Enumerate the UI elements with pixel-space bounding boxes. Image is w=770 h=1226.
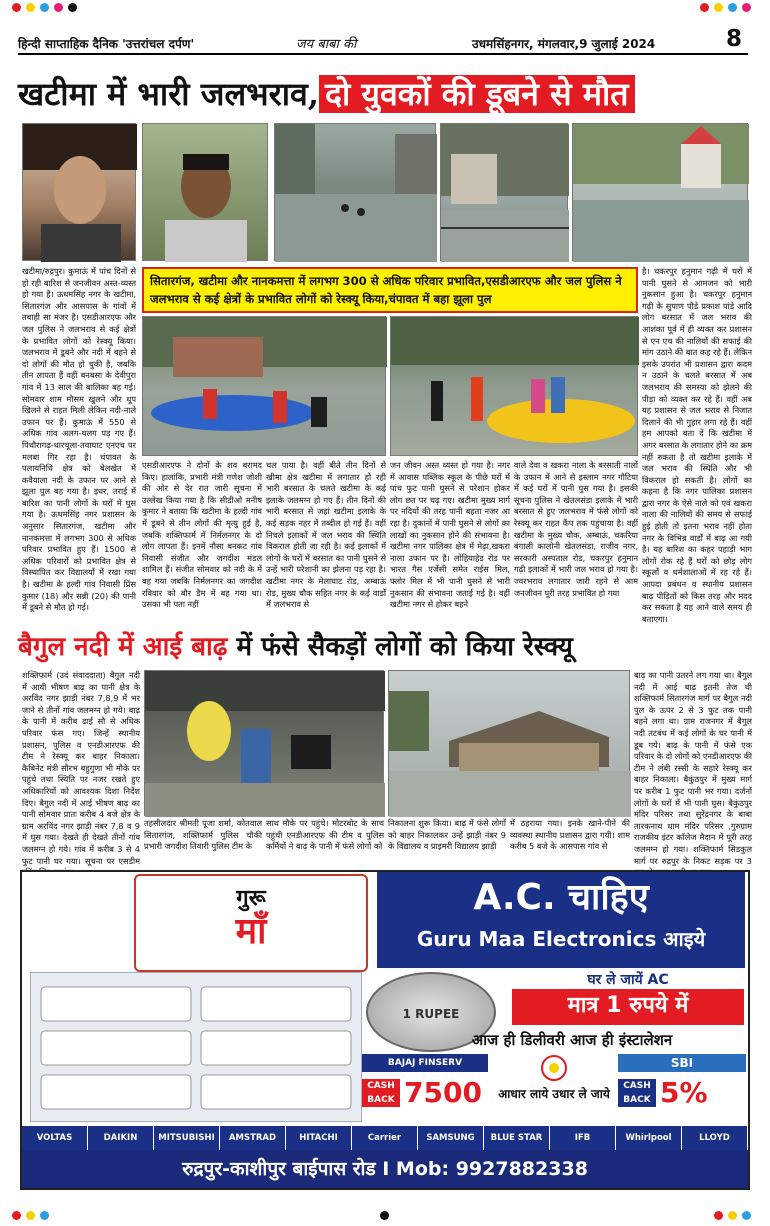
logo-guru: गुरू	[236, 886, 266, 911]
headline-1-part1: खटीमा में भारी जलभराव,	[18, 75, 319, 113]
story2-col6: बाढ़ का पानी उतरने लग गया था। बैगुल नदी में आई बाढ़ इतनी तेज थी शक्तिफार्म सितारगंज मार्ग पर बैगुल नदी पुल के ऊपर 2 से 3 फुट तक पानी बहने लगा था। ग्राम राजनगर में बैगुल नदी तटबंध में कई लोगों के घर पानी में डूब गये। बाढ़ के पानी में फंसे एक परिवार के दो लोगों को एनडीआरएफ की टीम ने लंबी रस्सी के सहारे रेस्क्यू कर बाहर निकाला। बैकुंठपुर में मुख्य मार्ग पर करीब 1 फुट पानी भर गया। दर्जनों लोगों के घरों में भी पानी घुस। बैकुंठपुर मंदिर परिसर तथा सुरेंद्रनगर के बाबा तारकनाथ धाम मंदिर परिसर ,गुरुग्राम राजकीय इंटर कॉलेज मैदान में पूरी तरह जलमग्न हो गया। शक्तिफार्म सिडकुल मार्ग पर रुद्रपुर के निकट सड़क पर 3	[634, 670, 752, 866]
brand-logo: AMSTRAD	[220, 1126, 286, 1150]
header-motto: जय बाबा की	[296, 37, 357, 52]
portrait-illustration	[23, 124, 137, 262]
brand-logo: MITSUBISHI	[154, 1126, 220, 1150]
page-header	[18, 26, 748, 55]
story1-col2: एसडीआरएफ ने दोनों के शव बरामद किए। हालांकि, प्रभारी मंत्री गणेश जोशी की ओर से देर रात जारी सूचना में उल्लेख किया गया है कि सीडीओ मनीष कुमार ने बताया कि खटीमा के हल्दी गांव में डूबने से तीन लोगों की मृत्यु हुई है, जबकि शक्तिफार्म में निर्मलनगर के दो लोग लापता हैं। इनमें नौसा बनकट गांव निवासी संजीत और जगदीश मंडल शामिल हैं। संजीत सोमवार को नदी के में बह गया जबकि निर्मलनगर का जगदीश रविवार को बौर डैम में बह गया था। उसका भी पता नहीं	[142, 460, 262, 610]
flood-illustration	[389, 671, 631, 817]
story1-col1: खटीमा/रुद्रपुर। कुमाऊं में पांच दिनों से हो रही बारिश से जनजीवन अस्त-व्यस्त हो गया है। ऊधमसिंह नगर के खटीमा, सितारगंज और आसपास के गांवों में तबाही सा मंजर है। एसडीआरएफ और जल पुलिस ने जलभराव से कई क्षेत्रों के प्रभावित लोगों को रेस्क्यू किया। जलभराव में डूबने और नदी में बहने से दो लोगों की मौत हो चुकी है, जबकि तीन लापता हैं वहीं बनबसा के देवीपुरा गांव में 13 साल की बालिका बह गई। सोमवार शाम मौसम खुलने और धूप खिलने से राहत मिली लेकिन नदी-नाले उफान पर हैं। कुमाऊं में 550 से अधिक गांव अलग-थलग पड़ गए हैं। पिथौरागढ़-धारचूला-तवाघाट एनएच पर मलबा गिर रहा है। चंपावत के पलायनिधि क्षेत्र को बेलखेत में कवैयाला नदी के उफान पर आने से झूला पुल बह गया है। इधर, तराई में बारिश का पानी लोगों के घरों में घुस गया है। ऊधमसिंह नगर प्रशासन के अनुसार सितारगंज, खटीमा और नानकमत्ता में लगभग 300 से अधिक परिवार प्रभावित हुए हैं। 1500 से अधिक परिवारों को प्रभावित क्षेत्र से विस्थापित कर विद्यालयों में रखा गया है। खटीमा के हल्दी गांव निवासी प्रिंस कुमार (18) और सन्नी (20) की पानी में डूबने से मौत हो गई।	[22, 266, 136, 613]
headline-2-part1: बैगुल नदी में आई बाढ़	[18, 632, 228, 662]
color-dot	[728, 1211, 737, 1220]
guru-maa-logo	[134, 874, 368, 972]
flood-illustration	[441, 124, 569, 262]
brand-logo: DAIKIN	[88, 1126, 154, 1150]
brand-logo: BLUE STAR	[484, 1126, 550, 1150]
sbi-logo: SBI	[618, 1054, 746, 1072]
bajaj-offer	[362, 1054, 488, 1122]
offer-banner	[512, 971, 744, 1025]
aadhaar-text: आधार लाये उधार ले जाये	[498, 1087, 610, 1101]
story2-col3: साथ मौके पर पहुंचे। मोटरबोट के साथ पहुंची एनडीआरएफ की टीम व पुलिस कर्मियों ने बाढ़ के पानी में फंसे लोगों को	[266, 818, 384, 852]
boat-rescue-photo	[142, 316, 386, 456]
color-dot	[728, 3, 737, 12]
portrait-illustration	[143, 124, 269, 262]
story1-col6: है। चकरपुर हनुमान गढ़ी में घरों में पानी घुसने से आमजन को भारी नुकसान हुआ है। चकरपुर हनुमान गढ़ी के सुपाण पौडे प्रकाश पांडे आदि लोग बरसात में जल भराव की आशंका पूर्व में ही व्यक्त कर प्रशासन से एन एच की नालियों की सफाई की मांग उठाने की बात कह रहे हैं। लेकिन इसके उपरांत भी प्रशासन द्वारा कदम न उठाने के चलते बरसात में अब जलभराव की समस्या को झेलने की पीड़ा को व्यक्त कर रहे हैं। वहीं अब यह प्रशासन से जल भराव से निजात दिलाने की भी गुहार लगा रहे हैं। वहीं हम आपको बता दें कि खटीमा में अगर बरसात के लगातार होने का क्रम नहीं रुकता है तो खटीमा इलाके में जल भराव की स्थिति और भी विकराल हो सकती है। लोगों का कहना है कि नगर पालिका प्रशासन द्वारा नगर के ऐसे नाले को एवं खकरा नाला की नालियों की समय से सफाई हुई होती तो इतना भराव नहीं होता नगर के विभिन्न वार्डों में बाढ़ आ गयी है। यह बारिश का कहर पहाड़ी भाग लोगों रोक रहे हैं घरों को छोड़ लोग स्कूलों व धर्मशालाओं में रह रहे हैं। आपदा प्रबंधन व स्थानीय प्रशासन बाढ़ पीड़ितों को किस तरह और मदद कर सकता है यह आने वाले समय ही बताएगा।	[642, 266, 752, 624]
bottom-registration-marks	[0, 1208, 770, 1224]
brand-logo: Carrier	[352, 1126, 418, 1150]
flood-family-photo	[144, 670, 384, 816]
story2-col5: में ठहराया गया। इनके खाने-पीने की व्यवस्था स्थानीय प्रशासन द्वारा गयी। शाम करीब 5 बजे के आसपास गांव से	[510, 818, 630, 852]
ac-title: A.C. चाहिए	[473, 877, 649, 918]
cashback-amount: 7500	[404, 1076, 482, 1109]
bajaj-logo: BAJAJ FINSERV	[362, 1054, 488, 1072]
color-dot	[40, 3, 49, 12]
one-rupee-coin: 1 RUPEE	[366, 972, 496, 1052]
sbi-offer	[618, 1054, 746, 1122]
submerged-hut-photo	[388, 670, 630, 816]
color-dot	[714, 3, 723, 12]
brand-logo: VOLTAS	[22, 1126, 88, 1150]
color-dot	[700, 3, 709, 12]
brand-logo: SAMSUNG	[418, 1126, 484, 1150]
cashback-label: CASH BACK	[618, 1079, 656, 1107]
headline-1	[18, 69, 752, 119]
color-dot	[742, 3, 751, 12]
shop-name: Guru Maa Electronics आइये	[416, 927, 706, 951]
color-dot	[54, 3, 63, 12]
flooded-houses-photo	[440, 123, 568, 261]
ad-address-phone: रुद्रपुर-काशीपुर बाईपास रोड I Mob: 9927882338	[22, 1150, 748, 1188]
ac-units-image	[30, 972, 362, 1122]
flood-illustration	[573, 124, 749, 262]
aadhaar-icon	[534, 1054, 574, 1082]
story2-col1: शक्तिफार्म (उदं संवाददाता) बैगुल नदी में आयी भीषण बाढ़ का पानी क्षेत्र के अरविंद नगर झाड़ी नंबर 7,8,9 में भर जाने से तीनों गांव जलमग्न हो गये। बाढ़ के पानी में करीब ढाई सौ से अधिक परिवार फंस गए। जिन्हें स्थानीय प्रशासन, पुलिस व एनडीआरएफ की टीम ने रेस्क्यू कर बाहर निकाला। कैबिनेट मंत्री सौरभ बहुगुणा भी मौके पर पहुंचे तथा स्थिति पर नजर रखते हुए अधिकारियों को आवश्यक दिशा निर्देश दिए। बैगुल नदी में आई भीषण बाढ़ का पानी सोमवार प्रातः करीब 4 बजे क्षेत्र के ग्राम अरविंद नगर झाड़ी नंबर 7,8 व 9 में घुस गया। देखते ही देखते तीनों गांव जलमग्न हो गये। गांव में करीब 3 से 4 फुट पानी घर गया। सूचना पर एसडीम	[22, 670, 140, 866]
brand-logo: HITACHI	[286, 1126, 352, 1150]
headline-2-part2: में फंसे सैकड़ों लोगों को किया रेस्क्यू	[236, 632, 573, 662]
dateline: उधमसिंहनगर, मंगलवार,9 जुलाई 2024	[472, 37, 656, 51]
delivery-line: आज ही डिलीवरी आज ही इंस्टालेशन	[471, 1031, 673, 1049]
page-number: 8	[725, 26, 742, 52]
story2-col2: तहसीलदार श्रीमती पूजा शर्मा, कोतवाल सितारगंज, शक्तिफार्म पुलिस चौकी प्रभारी जगदीश तिवारी पुलिस टीम के	[144, 818, 262, 852]
color-dot	[26, 3, 35, 12]
color-dot	[26, 1211, 35, 1220]
flood-street-photo	[274, 123, 436, 261]
rescue-illustration	[145, 671, 385, 817]
color-dot	[742, 1211, 751, 1220]
flood-illustration	[275, 124, 437, 262]
cashback-label: CASH BACK	[362, 1079, 400, 1107]
victim-photo-1	[22, 123, 136, 261]
brand-strip	[22, 1126, 748, 1150]
ac-advertisement	[20, 870, 750, 1190]
color-dot	[380, 1211, 389, 1220]
temple-flood-photo	[572, 123, 748, 261]
logo-maa: माँ	[235, 911, 267, 952]
raft-rescue-photo	[390, 316, 638, 456]
headline-2	[18, 627, 760, 667]
cashback-percent: 5%	[660, 1076, 708, 1109]
color-dot	[12, 3, 21, 12]
brand-logo: LLOYD	[682, 1126, 748, 1150]
brand-logo: Whirlpool	[616, 1126, 682, 1150]
story1-col3: चल पाया है। वहीं बीते तीन दिनों से खीमा क्षेत्र खटीमा में लगातार हो रही भारी बरसात के चलते खटीमा के कई इलाके जलमग्न हो गए हैं। तीन दिनों की भारी बरसात से जहां खटीमा इलाके के कई सड़क नहर में तब्दील हो गई हैं। वहीं निचले इलाकों में जल भराव की स्थिति विकराल होती जा रही है। कई इलाकों में लोगों के घरों में बरसात का पानी घुसने से उन्हें भारी परेशानी का झेलना पड़ रहा है। खटीमा नगर के मेलाघाट रोड, अम्बाऊं रोड, मुख्य चौक सहित नगर के कई वार्डों में जलभराव से	[266, 460, 386, 610]
color-dot	[68, 3, 77, 12]
aadhaar-offer	[494, 1054, 614, 1122]
ac-units-illustration	[31, 973, 361, 1121]
brand-logo: IFB	[550, 1126, 616, 1150]
story1-col5: वाले देवा व खकरा नाला के बरसाती नालों के उफान में आने से इस्लाम नगर गौटिया में कई घरों में पानी घुस गया है। इसकी सूचना पुलिस ने खेतलसंडा इलाके में भारी बरसात से हुए जलभराव में फंसे लोगों को रेस्क्यू कर राहत कैंप तक पहुंचाया है। वहीं खटीमा के मुख्य चौक, अम्बाऊं, चकरिया बंगाली कालोनी खेतलसंडा, राजीव नगर, सरकारी अस्पताल रोड, चकरपुर हनुमान गढ़ी इलाकों में भारी जल भराव हो गया है।ज्वरभराव लगातार जारी रहने से आम जनजीवन पूरी तरह प्रभावित हो गया	[514, 460, 638, 598]
offer-sub: घर ले जायें AC	[512, 971, 744, 989]
offer-main: मात्र 1 रुपये में	[567, 993, 689, 1018]
victim-photo-2	[142, 123, 268, 261]
rescue-illustration	[143, 317, 387, 457]
color-dot	[714, 1211, 723, 1220]
story1-col4: जन जीवन अस्त व्यस्त हो गया है। नगर में आवास पब्लिक स्कूल के पीछे घरों में पांच फुट पानी घुसने से परेशान होकर लोग छत पर चढ़ गए। खटीमा मुख्य मार्ग पर नदियों की तरह पानी बहता नजर आ रहा है। दुकानों में पानी घुसने से लोगों का लाखों का नुकसान होने की संभावना है। खटीमा नगर पालिका क्षेत्र में मेढ़ा,खकरा नाला उफान पर है। लोहियाहेड रोड पर भारत गैस एजेंसी समेत राईस मिल, फ्लोर मिल में भी पानी घुसने से भारी नुकसान की संभावना जताई गई है। वहीं खटीमा नगर से होकर बहने	[390, 460, 510, 610]
rescue-illustration	[391, 317, 639, 457]
color-dot	[40, 1211, 49, 1220]
color-dot	[12, 1211, 21, 1220]
ac-banner	[377, 872, 745, 968]
story1-subhead: सितारगंज, खटीमा और नानकमत्ता में लगभग 300 से अधिक परिवार प्रभावित,एसडीआरएफ और जल पुलिस ने जलभराव से कई क्षेत्रों के प्रभावित लोगों को रेस्क्यू किया,चंपावत में बहा झूला पुल	[142, 267, 638, 313]
paper-name: हिन्दी साप्ताहिक दैनिक 'उत्तरांचल दर्पण'	[18, 37, 195, 51]
headline-1-part2: दो युवकों की डूबने से मौत	[319, 75, 635, 113]
story2-col4: निकालना शुरू किया। बाढ़ में फंसे लोगों को बाहर निकालकर उन्हें झाड़ी नंबर 9 के विद्यालय व प्राइमरी विद्यालय झाड़ी	[388, 818, 506, 852]
registration-marks	[0, 0, 770, 14]
